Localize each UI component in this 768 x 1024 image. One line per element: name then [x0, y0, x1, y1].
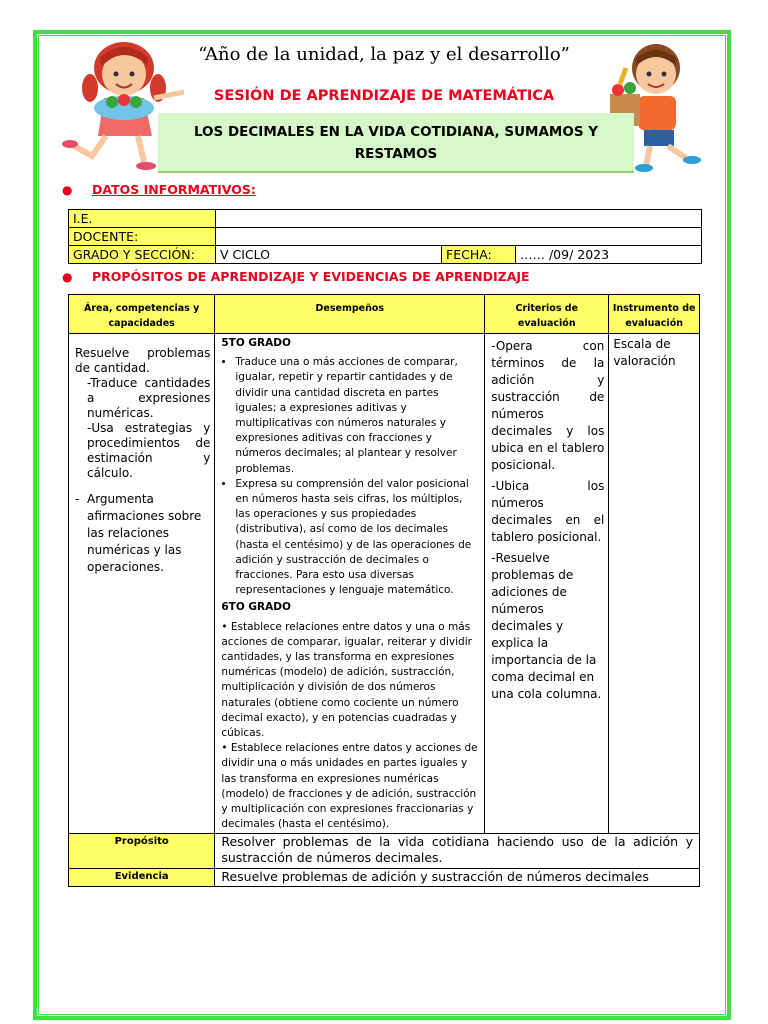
session-title-line1: LOS DECIMALES EN LA VIDA COTIDIANA, SUMAMOS Y — [193, 124, 599, 140]
proposito-label: Propósito — [69, 833, 215, 868]
info-table — [68, 209, 702, 264]
criterio-3: -Resuelve problemas de adiciones de números decimales y explica la importancia de la coma decimal en una cola columna. — [491, 551, 602, 701]
header-criterios: Criterios de evaluación — [485, 295, 609, 334]
grado-6-heading: 6TO GRADO — [221, 601, 291, 614]
section-propositos: PROPÓSITOS DE APRENDIZAJE Y EVIDENCIAS DE APRENDIZAJE — [92, 269, 530, 284]
evidencia-text: Resuelve problemas de adición y sustracción de números decimales — [215, 868, 700, 886]
bullet-icon: ● — [62, 270, 73, 284]
section-datos-informativos: DATOS INFORMATIVOS: — [92, 182, 256, 197]
evidencia-label: Evidencia — [69, 868, 215, 886]
docente-value — [216, 228, 702, 246]
grado-5-list — [221, 355, 480, 598]
info-row-ie — [69, 210, 702, 228]
ie-label: I.E. — [69, 210, 216, 228]
learning-table — [68, 294, 700, 887]
fecha-label: FECHA: — [442, 246, 516, 264]
table-row-content — [69, 334, 700, 834]
grado-label: GRADO Y SECCIÓN: — [69, 246, 216, 264]
table-row-evidencia — [69, 868, 700, 886]
fecha-value: …… /09/ 2023 — [516, 246, 702, 264]
grado-value: V CICLO — [216, 246, 442, 264]
capacidad-argumenta-text: Argumenta afirmaciones sobre las relaciones numéricas y las operaciones. — [87, 492, 202, 574]
criterio-2: -Ubica los números decimales en el tablero posicional. — [491, 479, 605, 544]
grado-5-heading: 5TO GRADO — [221, 337, 291, 349]
info-row-docente — [69, 228, 702, 246]
table-row-proposito — [69, 833, 700, 868]
session-title — [158, 121, 634, 165]
ie-value — [216, 210, 702, 228]
capacidad-argumenta — [75, 491, 210, 576]
grado-6-item-1: • Establece relaciones entre datos y una o más acciones de comparar, igualar, reiterar y dividir cantidades, y las transforma en expresiones numéricas (modelo) de adición, sustracción, multiplicación y división de dos números naturales (obtiene como cociente un número decimal exacto), y en potencias cuadradas y cúbicas. — [221, 620, 472, 740]
list-item: • Expresa su comprensión del valor posicional en números hasta seis cifras, los múltiplos, las operaciones y sus propiedades (distributiva), así como de los decimales (hasta el centésimo) y de las operaciones de adición y sustracción de decimales o fracciones. Para esto usa diversas representaciones y lenguaje matemático. — [235, 477, 480, 599]
table-header-row — [69, 295, 700, 334]
dash-marker: - — [75, 492, 80, 506]
criterio-1: -Opera con términos de la adición y sustracción de números decimales y los ubica en el tablero posicional. — [491, 339, 605, 472]
competencia-text: Resuelve problemas de cantidad. — [75, 346, 211, 375]
area-cell — [69, 334, 215, 834]
year-motto: “Año de la unidad, la paz y el desarrollo” — [198, 44, 570, 65]
session-subtitle: SESIÓN DE APRENDIZAJE DE MATEMÁTICA — [213, 88, 555, 104]
proposito-text: Resolver problemas de la vida cotidiana haciendo uso de la adición y sustracción de números decimales. — [215, 833, 700, 868]
docente-label: DOCENTE: — [69, 228, 216, 246]
capacidad-traduce: -Traduce cantidades a expresiones numéricas. — [87, 376, 211, 420]
criterios-cell — [485, 334, 609, 834]
header-area: Área, competencias y capacidades — [69, 295, 215, 334]
desempenos-cell — [215, 334, 485, 834]
grado-6-item-2: • Establece relaciones entre datos y acciones de dividir una o más unidades en partes iguales y las transforma en expresiones numéricas (modelo) de fracciones y de adición, sustracción y multiplicación con expresiones fraccionarias y decimales (hasta el centésimo). — [221, 742, 478, 831]
list-item: • Traduce una o más acciones de comparar, igualar, repetir y repartir cantidades y de dividir una cantidad discreta en partes iguales; a expresiones aditivas y multiplicativas con números naturales y expresiones aditivas con fracciones y números decimales; al plantear y resolver problemas. — [235, 355, 480, 477]
header-desempenos: Desempeños — [215, 295, 485, 334]
session-title-line2: RESTAMOS — [354, 146, 438, 162]
capacidad-usa-estrategias: -Usa estrategias y procedimientos de estimación y cálculo. — [87, 421, 211, 480]
header-instrumento: Instrumento de evaluación — [609, 295, 700, 334]
info-row-grado — [69, 246, 702, 264]
instrumento-cell: Escala de valoración — [609, 334, 700, 834]
bullet-icon: ● — [62, 183, 73, 197]
